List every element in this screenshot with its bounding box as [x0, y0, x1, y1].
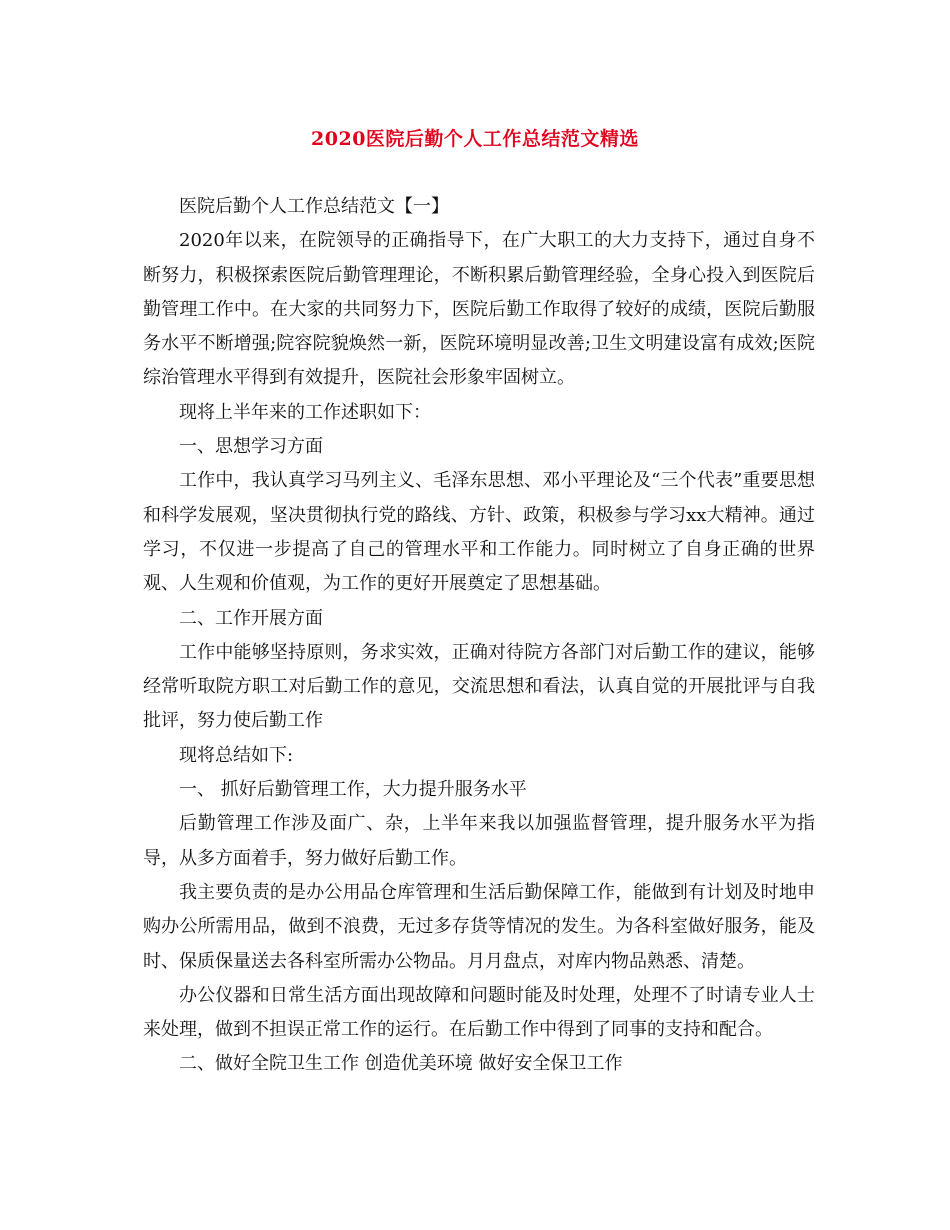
document-title: 2020医院后勤个人工作总结范文精选 [311, 128, 639, 150]
paragraph: 现将上半年来的工作述职如下： [179, 401, 431, 423]
paragraph: 后勤管理工作涉及面广、杂，上半年来我以加强监督管理，提升服务水平为指导，从多方面着手，努力做好后勤工作。 [143, 813, 815, 869]
section-heading: 一、 抓好后勤管理工作，大力提升服务水平 [179, 779, 527, 801]
paragraph: 我主要负责的是办公用品仓库管理和生活后勤保障工作，能做到有计划及时地申购办公所需用品，做到不浪费，无过多存货等情况的发生。为各科室做好服务，能及时、保质保量送去各科室所需办公物品。月月盘点，对库内物品熟悉、清楚。 [143, 881, 815, 972]
paragraph: 工作中能够坚持原则，务求实效，正确对待院方各部门对后勤工作的建议，能够经常听取院方职工对后勤工作的意见，交流思想和看法，认真自觉的开展批评与自我批评，努力使后勤工作 [143, 641, 815, 732]
paragraph: 2020年以来，在院领导的正确指导下，在广大职工的大力支持下，通过自身不断努力，积极探索医院后勤管理理论，不断积累后勤管理经验，全身心投入到医院后勤管理工作中。在大家的共同努力下，医院后勤工作取得了较好的成绩，医院后勤服务水平不断增强;院容院貌焕然一新，医院环境明显改善;卫生文明建设富有成效;医院综治管理水平得到有效提升，医院社会形象牢固树立。 [143, 230, 815, 389]
paragraph: 工作中，我认真学习马列主义、毛泽东思想、邓小平理论及“三个代表”重要思想和科学发展观，坚决贯彻执行党的路线、方针、政策，积极参与学习xx大精神。通过学习，不仅进一步提高了自己的管理水平和工作能力。同时树立了自身正确的世界观、人生观和价值观，为工作的更好开展奠定了思想基础。 [143, 470, 815, 595]
document-body [143, 190, 815, 1082]
paragraph: 办公仪器和日常生活方面出现故障和问题时能及时处理，处理不了时请专业人士来处理，做到不担误正常工作的运行。在后勤工作中得到了同事的支持和配合。 [143, 984, 815, 1041]
section-heading: 一、思想学习方面 [179, 436, 323, 458]
section-heading: 医院后勤个人工作总结范文【一】 [179, 196, 449, 217]
section-heading: 二、工作开展方面 [179, 607, 323, 629]
paragraph: 现将总结如下: [179, 744, 294, 766]
section-heading: 二、做好全院卫生工作 创造优美环境 做好安全保卫工作 [179, 1053, 623, 1075]
